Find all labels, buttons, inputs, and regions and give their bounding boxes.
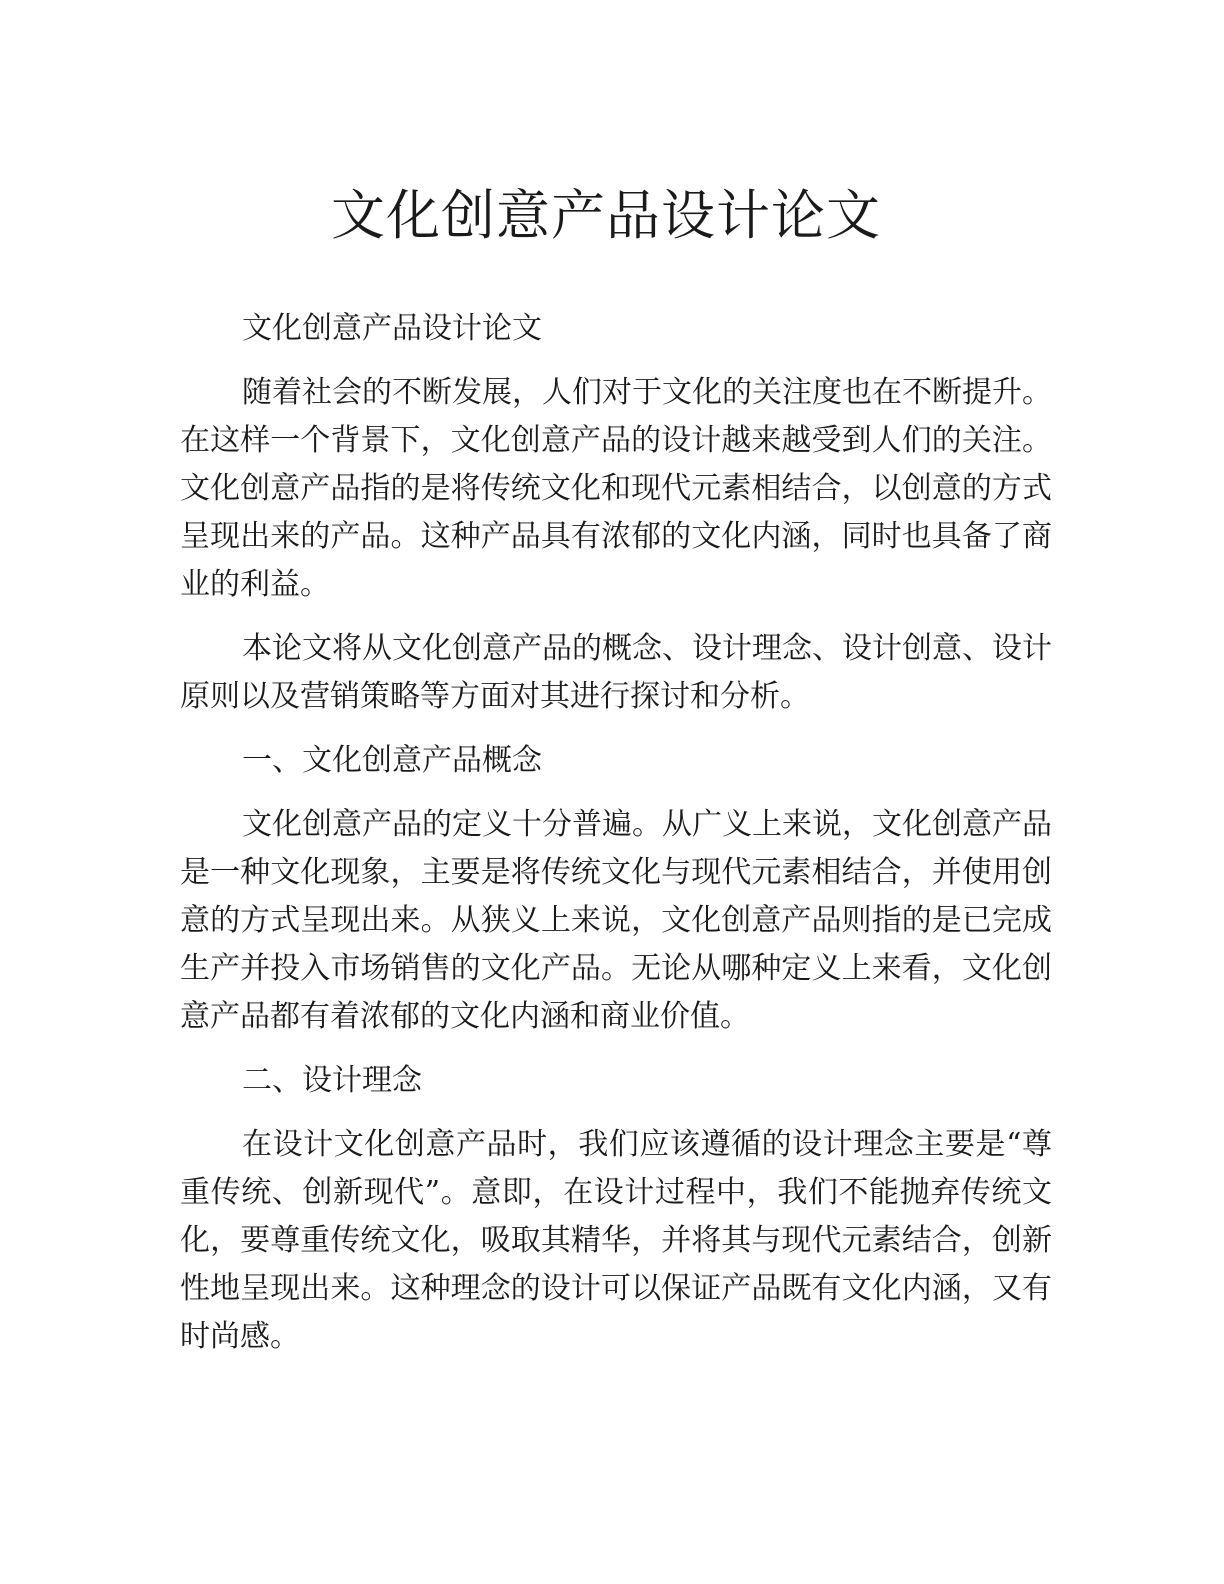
- section-heading-concept: 一、文化创意产品概念: [242, 743, 542, 778]
- paragraph-scope: 本论文将从文化创意产品的概念、设计理念、设计创意、设计原则以及营销策略等方面对其进行探讨和分析。: [180, 631, 1052, 714]
- paragraph-subtitle: 文化创意产品设计论文: [242, 311, 542, 346]
- document-body: [180, 305, 1052, 1377]
- section-heading-design-philosophy: 二、设计理念: [242, 1063, 422, 1098]
- paragraph-concept: 文化创意产品的定义十分普遍。从广义上来说，文化创意产品是一种文化现象，主要是将传统文化与现代元素相结合，并使用创意的方式呈现出来。从狭义上来说，文化创意产品则指的是已完成生产并投入市场销售的文化产品。无论从哪种定义上来看，文化创意产品都有着浓郁的文化内涵和商业价值。: [180, 807, 1052, 1034]
- paragraph-design-philosophy: 在设计文化创意产品时，我们应该遵循的设计理念主要是“尊重传统、创新现代”。意即，在设计过程中，我们不能抛弃传统文化，要尊重传统文化，吸取其精华，并将其与现代元素结合，创新性地呈现出来。这种理念的设计可以保证产品既有文化内涵，又有时尚感。: [180, 1127, 1052, 1354]
- paragraph-intro: 随着社会的不断发展，人们对于文化的关注度也在不断提升。在这样一个背景下，文化创意产品的设计越来越受到人们的关注。文化创意产品指的是将传统文化和现代元素相结合，以创意的方式呈现出来的产品。这种产品具有浓郁的文化内涵，同时也具备了商业的利益。: [180, 375, 1052, 602]
- document-title: 文化创意产品设计论文: [331, 184, 881, 247]
